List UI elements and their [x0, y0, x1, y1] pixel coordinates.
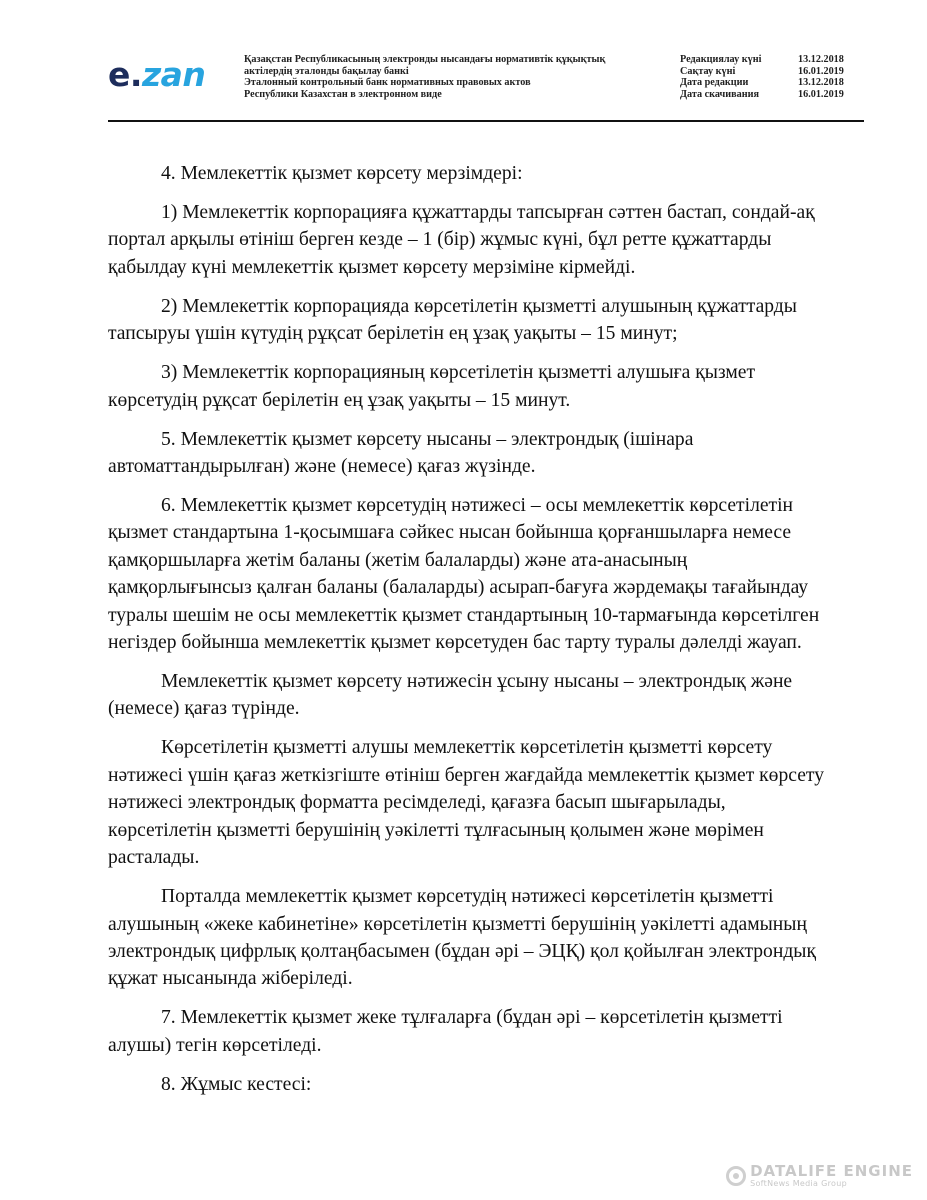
ezan-logo[interactable]: e.zan	[108, 55, 206, 94]
meta-row: Сақтау күні 16.01.2019	[680, 65, 844, 77]
datalife-logo-icon	[726, 1166, 746, 1186]
header-line: актілердің эталонды бақылау банкі	[244, 65, 409, 77]
header-line: Эталонный контрольный банк нормативных правовых актов	[244, 77, 531, 89]
paragraph: Көрсетілетін қызметті алушы мемлекеттік көрсетілетін қызметті көрсету нәтижесі үшін қағаз жеткізгіште өтініш берген жағдайда мемлекеттік қызмет көрсету нәтижесі электрондық форматта ресімделеді, қағазға басып шығарылады, көрсетілетін қызметті берушінің уәкілетті тұлғасының қолымен және мөрімен расталады.	[108, 737, 825, 869]
paragraph: 5. Мемлекеттік қызмет көрсету нысаны – электрондық (ішінара автоматтандырылған) және (немесе) қағаз жүзінде.	[108, 428, 694, 478]
meta-row: Дата редакции 13.12.2018	[680, 77, 844, 89]
paragraph: 1) Мемлекеттік корпорацияға құжаттарды тапсырған сәттен бастап, сондай-ақ портал арқылы өтініш берген кезде – 1 (бір) жұмыс күні, бұл ретте құжаттарды қабылдау күні мемлекеттік қызмет көрсету мерзіміне кірмейді.	[108, 202, 815, 278]
paragraph: Порталда мемлекеттік қызмет көрсетудің нәтижесі көрсетілетін қызметті алушының «жеке кабинетіне» көрсетілетін қызметті берушінің уәкілетті адамының электрондық цифрлық қолтаңбасымен (бұдан әрі – ЭЦҚ) қол қойылған электрондық құжат нысанында жіберіледі.	[108, 886, 816, 990]
document-body	[108, 160, 830, 1098]
meta-row: Редакциялау күні 13.12.2018	[680, 54, 844, 65]
paragraph: 4. Мемлекеттік қызмет көрсету мерзімдері:	[161, 163, 523, 184]
header-line: Республики Казахстан в электронном виде	[244, 88, 442, 100]
datalife-watermark: DATALIFE ENGINE SoftNews Media Group	[726, 1164, 913, 1188]
paragraph: 2) Мемлекеттік корпорацияда көрсетілетін қызметті алушының құжаттарды тапсыруы үшін күтудің рұқсат берілетін ең ұзақ уақыты – 15 минут;	[108, 295, 797, 345]
header-line: Қазақстан Республикасының электронды нысандағы нормативтік құқықтық	[244, 54, 606, 65]
header-bank-description	[244, 54, 664, 100]
paragraph: 3) Мемлекеттік корпорацияның көрсетілетін қызметті алушыға қызмет көрсетудің рұқсат берілетін ең ұзақ уақыты – 15 минут.	[108, 362, 756, 411]
paragraph: 6. Мемлекеттік қызмет көрсетудің нәтижесі – осы мемлекеттік көрсетілетін қызмет стандартына 1-қосымшаға сәйкес нысан бойынша қорғаншыларға немесе қамқоршыларға жетім баланы (жетім балаларды) және ата-анасының қамқорлығынсыз қалған баланы (балаларды) асырап-бағуға жәрдемақы тағайындау туралы шешім не осы мемлекеттік қызмет стандартының 10-тармағында көрсетілген негіздер бойынша мемлекеттік қызмет көрсетуден бас тарту туралы дәлелді жауап.	[108, 495, 820, 654]
document-header	[108, 50, 864, 122]
paragraph: Мемлекеттік қызмет көрсету нәтижесін ұсыну нысаны – электрондық және (немесе) қағаз түрінде.	[108, 671, 793, 720]
paragraph: 7. Мемлекеттік қызмет жеке тұлғаларға (бұдан әрі – көрсетілетін қызметті алушы) тегін көрсетіледі.	[108, 1007, 783, 1056]
paragraph: 8. Жұмыс кестесі:	[161, 1073, 312, 1095]
meta-row: Дата скачивания 16.01.2019	[680, 88, 844, 100]
header-dates	[680, 54, 870, 100]
header-divider	[108, 120, 864, 122]
